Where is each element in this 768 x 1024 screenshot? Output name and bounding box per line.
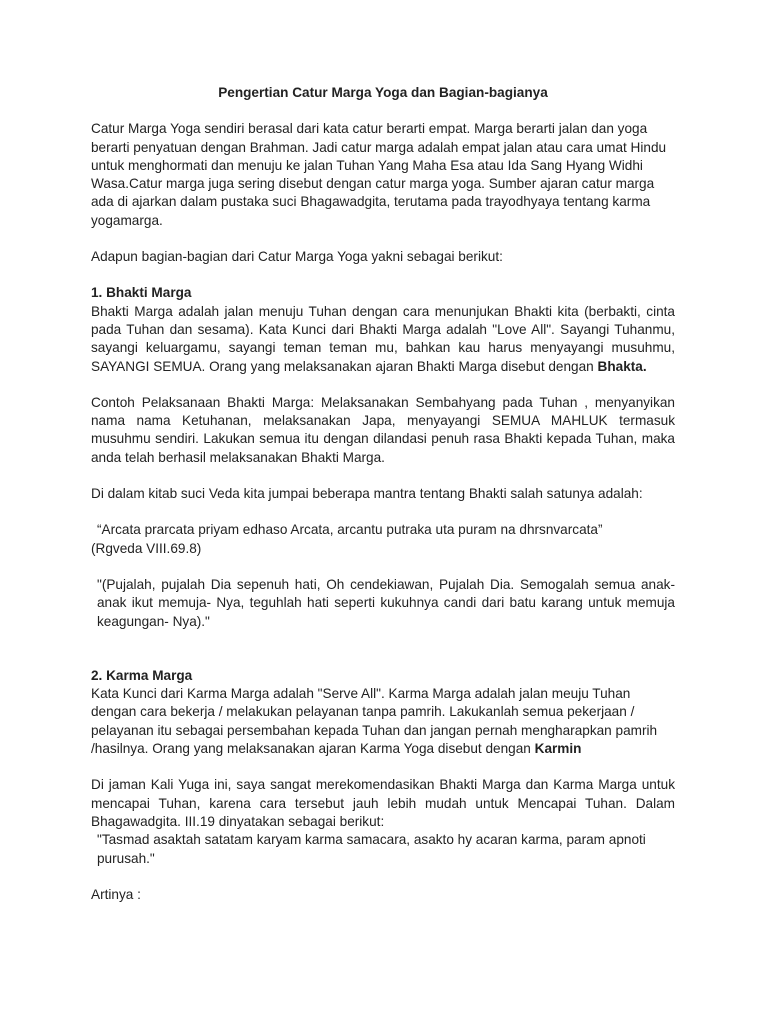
bhagawadgita-mantra: "Tasmad asaktah satatam karyam karma samacara, asakto hy acaran karma, param apnoti purusah." — [97, 832, 646, 866]
karma-definition-text: Kata Kunci dari Karma Marga adalah "Serve All". Karma Marga adalah jalan meuju Tuhan dengan cara bekerja / melakukan pelayanan tanpa pamrih. Lakukanlah semua pekerjaan / pelayanan itu sebagai persembahan kepada Tuhan dan jangan pernah mengharapkan pamrih /hasilnya. Orang yang melaksanakan ajaran Karma Yoga disebut dengan — [91, 686, 658, 757]
list-intro-paragraph: Adapun bagian-bagian dari Catur Marga Yoga yakni sebagai berikut: — [91, 249, 503, 265]
karma-marga-section — [91, 667, 675, 904]
bhakti-marga-section — [91, 284, 675, 630]
karma-marga-heading: 2. Karma Marga — [91, 667, 193, 683]
section-spacer — [91, 649, 675, 667]
rgveda-mantra: “Arcata prarcata priyam edhaso Arcata, arcantu putraka uta puram na dhrsnvarcata” — [97, 522, 603, 538]
rgveda-source: (Rgveda VIII.69.8) — [91, 540, 202, 556]
bhakti-definition-paragraph — [91, 303, 675, 376]
intro-paragraph: Catur Marga Yoga sendiri berasal dari kata catur berarti empat. Marga berarti jalan dan yoga berarti penyatuan dengan Brahman. Jadi catur marga adalah empat jalan atau cara umat Hindu untuk menghormati dan menuju ke jalan Tuhan Yang Maha Esa atau Ida Sang Hyang Widhi Wasa.Catur marga juga sering disebut dengan catur marga yoga. Sumber ajaran catur marga ada di ajarkan dalam pustaka suci Bhagawadgita, terutama pada trayodhyaya tentang karma yogamarga. — [91, 121, 667, 228]
artinya-label: Artinya : — [91, 886, 141, 902]
bhakti-marga-heading: 1. Bhakti Marga — [91, 285, 192, 301]
bhakta-term: Bhakta. — [597, 358, 647, 374]
mantra-translation: "(Pujalah, pujalah Dia sepenuh hati, Oh cendekiawan, Pujalah Dia. Semogalah semua anak- anak ikut memuja- Nya, teguhlah hati seperti kukuhnya candi dari batu karang untuk memuja keagungan- Nya)." — [97, 576, 675, 629]
document-page — [91, 84, 675, 922]
veda-intro-paragraph: Di dalam kitab suci Veda kita jumpai beberapa mantra tentang Bhakti salah satunya adalah: — [91, 486, 643, 502]
bhakti-example-paragraph: Contoh Pelaksanaan Bhakti Marga: Melaksanakan Sembahyang pada Tuhan , menyanyikan nama nama Ketuhanan, melaksanakan Japa, menyayangi SEMUA MAHLUK termasuk musuhmu sendiri. Lakukan semua itu dengan dilandasi penuh rasa Bhakti kepada Tuhan, maka anda telah berhasil melaksanakan Bhakti Marga. — [91, 394, 675, 465]
karma-recommendation-paragraph: Di jaman Kali Yuga ini, saya sangat merekomendasikan Bhakti Marga dan Karma Marga untuk mencapai Tuhan, karena cara tersebut jauh lebih mudah untuk Mencapai Tuhan. Dalam Bhagawadgita. III.19 dinyatakan sebagai berikut: — [91, 777, 675, 829]
bhakti-definition-text: Bhakti Marga adalah jalan menuju Tuhan dengan cara menunjukan Bhakti kita (berbakti, cinta pada Tuhan dan sesama). Kata Kunci dari Bhakti Marga adalah "Love All". Sayangi Tuhanmu, sayangi keluargamu, sayangi teman teman mu, bahkan kau harus menyayangi musuhmu, SAYANGI SEMUA. Orang yang melaksanakan ajaran Bhakti Marga disebut dengan — [91, 303, 675, 374]
karmin-term: Karmin — [534, 741, 582, 757]
karma-definition-paragraph — [91, 685, 675, 758]
rgveda-mantra-paragraph — [91, 521, 675, 558]
document-title: Pengertian Catur Marga Yoga dan Bagian-bagianya — [218, 85, 548, 100]
